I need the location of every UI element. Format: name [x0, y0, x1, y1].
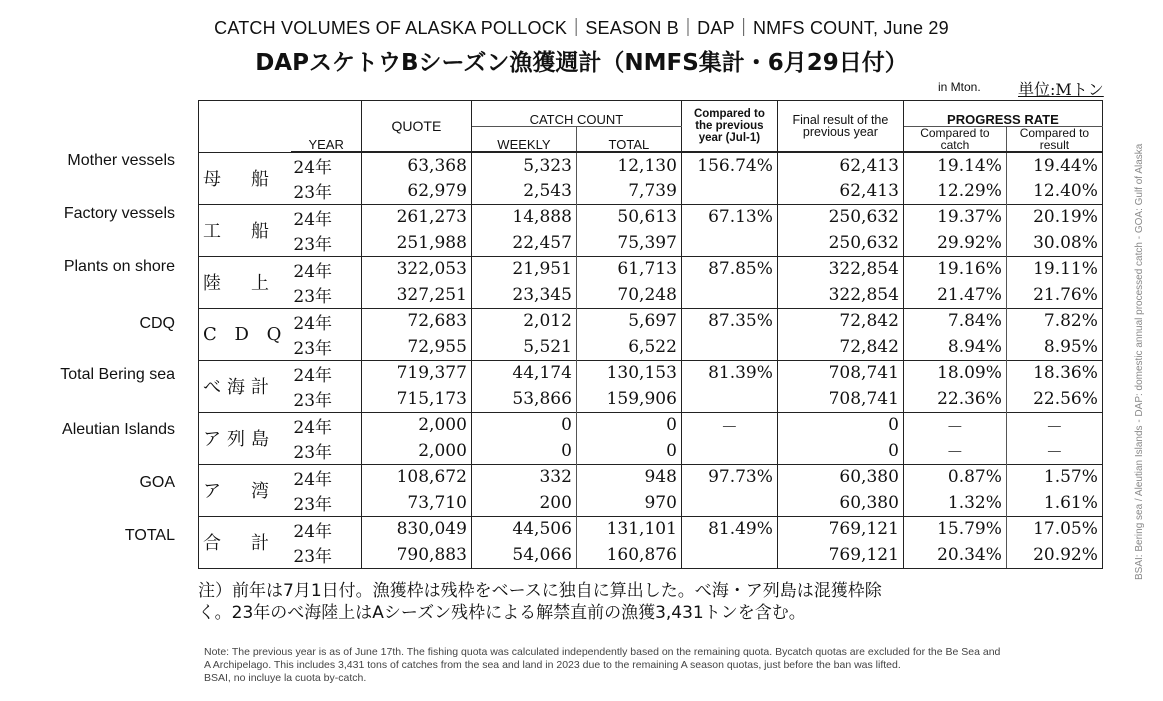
- table-row: [199, 308, 1103, 334]
- cell-rate-catch: 8.94%: [903, 334, 1006, 360]
- header-total: TOTAL: [576, 127, 681, 153]
- cell-compared-previous: －: [681, 412, 777, 438]
- cell-total: 948: [576, 464, 681, 490]
- cell-quote: 63,368: [361, 152, 471, 178]
- cell-weekly: 200: [471, 490, 576, 516]
- cell-compared-previous: 87.35%: [681, 308, 777, 334]
- cell-rate-catch: 20.34%: [903, 542, 1006, 568]
- cell-quote: 251,988: [361, 230, 471, 256]
- side-label-aleutian-islands: Aleutian Islands: [62, 421, 175, 438]
- cell-rate-catch: 0.87%: [903, 464, 1006, 490]
- side-label-factory-vessels: Factory vessels: [63, 205, 175, 222]
- cell-final-result: 60,380: [777, 464, 903, 490]
- cell-final-result: 62,413: [777, 152, 903, 178]
- cell-rate-result: 1.57%: [1006, 464, 1102, 490]
- cell-rate-catch: 19.16%: [903, 256, 1006, 282]
- table-row: [199, 230, 1103, 256]
- cell-category: C D Q: [199, 308, 292, 360]
- cell-quote: 830,049: [361, 516, 471, 542]
- cell-final-result: 62,413: [777, 178, 903, 204]
- header-compared-catch: Compared to catch: [903, 127, 1006, 153]
- vertical-side-note: [1132, 100, 1150, 580]
- header-progress-rate: PROGRESS RATE: [903, 101, 1102, 127]
- header-year: YEAR: [291, 101, 361, 153]
- cell-final-result: 250,632: [777, 230, 903, 256]
- cell-final-result: 322,854: [777, 256, 903, 282]
- cell-quote: 327,251: [361, 282, 471, 308]
- cell-rate-catch: －: [903, 412, 1006, 438]
- cell-category: 工 船: [199, 204, 292, 256]
- table-row: [199, 152, 1103, 178]
- cell-total: 6,522: [576, 334, 681, 360]
- cell-weekly: 2,012: [471, 308, 576, 334]
- cell-final-result: 708,741: [777, 386, 903, 412]
- table-row: [199, 412, 1103, 438]
- cell-category: 陸 上: [199, 256, 292, 308]
- cell-total: 131,101: [576, 516, 681, 542]
- cell-final-result: 0: [777, 438, 903, 464]
- table-row: [199, 204, 1103, 230]
- cell-total: 130,153: [576, 360, 681, 386]
- table-row: [199, 542, 1103, 568]
- cell-year: 24年: [291, 516, 361, 542]
- cell-rate-result: 18.36%: [1006, 360, 1102, 386]
- cell-rate-result: 12.40%: [1006, 178, 1102, 204]
- cell-compared-previous: [681, 386, 777, 412]
- table-row: [199, 334, 1103, 360]
- side-label-total: TOTAL: [124, 527, 175, 544]
- cell-compared-previous: [681, 178, 777, 204]
- cell-compared-previous: [681, 334, 777, 360]
- cell-weekly: 44,506: [471, 516, 576, 542]
- cell-rate-catch: 1.32%: [903, 490, 1006, 516]
- table-row: [199, 360, 1103, 386]
- cell-year: 23年: [291, 282, 361, 308]
- cell-year: 23年: [291, 542, 361, 568]
- cell-rate-result: 19.11%: [1006, 256, 1102, 282]
- cell-final-result: 769,121: [777, 542, 903, 568]
- cell-rate-result: －: [1006, 412, 1102, 438]
- cell-year: 23年: [291, 438, 361, 464]
- header-final-result: Final result of the previous year: [777, 101, 903, 153]
- cell-rate-catch: 18.09%: [903, 360, 1006, 386]
- cell-total: 70,248: [576, 282, 681, 308]
- cell-compared-previous: 81.49%: [681, 516, 777, 542]
- cell-final-result: 72,842: [777, 308, 903, 334]
- cell-category: 母 船: [199, 152, 292, 204]
- cell-rate-result: 8.95%: [1006, 334, 1102, 360]
- cell-final-result: 250,632: [777, 204, 903, 230]
- cell-rate-result: 20.19%: [1006, 204, 1102, 230]
- cell-compared-previous: 156.74%: [681, 152, 777, 178]
- english-note-line-2: A Archipelago. This includes 3,431 tons of catches from the sea and land in 2023 due to the remaining A season quotas, just before the ban was lifted.: [204, 659, 901, 671]
- cell-final-result: 708,741: [777, 360, 903, 386]
- cell-total: 50,613: [576, 204, 681, 230]
- cell-compared-previous: [681, 490, 777, 516]
- vertical-side-note-text: BSAI: Bering sea / Aleutian Islands - DAP: domestic annual processed catch - GOA: Gulf of Alaska: [1134, 143, 1145, 580]
- cell-weekly: 44,174: [471, 360, 576, 386]
- header-quote: QUOTE: [361, 101, 471, 153]
- japanese-note-line-2: く。23年のべ海陸上はAシーズン残枠による解禁直前の漁獲3,431トンを含む。: [198, 603, 806, 623]
- cell-compared-previous: 87.85%: [681, 256, 777, 282]
- cell-rate-catch: 29.92%: [903, 230, 1006, 256]
- cell-total: 159,906: [576, 386, 681, 412]
- cell-weekly: 0: [471, 412, 576, 438]
- cell-rate-result: 19.44%: [1006, 152, 1102, 178]
- cell-quote: 2,000: [361, 412, 471, 438]
- cell-quote: 62,979: [361, 178, 471, 204]
- english-note-line-3: BSAI, no incluye la cuota by-catch.: [204, 672, 367, 684]
- cell-compared-previous: 67.13%: [681, 204, 777, 230]
- cell-total: 970: [576, 490, 681, 516]
- table-row: [199, 464, 1103, 490]
- cell-rate-catch: 21.47%: [903, 282, 1006, 308]
- cell-rate-catch: 12.29%: [903, 178, 1006, 204]
- side-label-mother-vessels: Mother vessels: [67, 152, 175, 169]
- cell-year: 23年: [291, 490, 361, 516]
- cell-rate-result: 22.56%: [1006, 386, 1102, 412]
- table-row: [199, 282, 1103, 308]
- cell-rate-catch: 7.84%: [903, 308, 1006, 334]
- english-note-line-1: Note: The previous year is as of June 17th. The fishing quota was calculated independently based on the remaining quota. Bycatch quotas are excluded for the Be Sea and: [204, 646, 1001, 658]
- table-row: [199, 386, 1103, 412]
- cell-total: 0: [576, 412, 681, 438]
- english-note: [204, 646, 1144, 685]
- cell-category: ア列島: [199, 412, 292, 464]
- unit-label-en: in Mton.: [938, 80, 981, 94]
- cell-quote: 108,672: [361, 464, 471, 490]
- cell-rate-result: 7.82%: [1006, 308, 1102, 334]
- cell-year: 24年: [291, 152, 361, 178]
- cell-final-result: 60,380: [777, 490, 903, 516]
- table-row: [199, 516, 1103, 542]
- cell-total: 7,739: [576, 178, 681, 204]
- cell-weekly: 5,323: [471, 152, 576, 178]
- cell-rate-catch: －: [903, 438, 1006, 464]
- cell-compared-previous: 81.39%: [681, 360, 777, 386]
- cell-compared-previous: 97.73%: [681, 464, 777, 490]
- cell-total: 5,697: [576, 308, 681, 334]
- cell-rate-result: 30.08%: [1006, 230, 1102, 256]
- cell-year: 23年: [291, 178, 361, 204]
- header-compared-result: Compared to result: [1006, 127, 1102, 153]
- cell-weekly: 21,951: [471, 256, 576, 282]
- cell-quote: 322,053: [361, 256, 471, 282]
- cell-rate-result: 1.61%: [1006, 490, 1102, 516]
- cell-weekly: 53,866: [471, 386, 576, 412]
- cell-total: 75,397: [576, 230, 681, 256]
- cell-rate-catch: 19.14%: [903, 152, 1006, 178]
- cell-weekly: 22,457: [471, 230, 576, 256]
- side-label-total-bering-sea: Total Bering sea: [60, 366, 175, 383]
- header-weekly: WEEKLY: [471, 127, 576, 153]
- cell-category: べ海計: [199, 360, 292, 412]
- header-catch-count: CATCH COUNT: [471, 101, 681, 127]
- cell-final-result: 0: [777, 412, 903, 438]
- cell-quote: 73,710: [361, 490, 471, 516]
- cell-total: 12,130: [576, 152, 681, 178]
- table-row: [199, 178, 1103, 204]
- cell-quote: 715,173: [361, 386, 471, 412]
- side-label-plants-on-shore: Plants on shore: [63, 258, 175, 275]
- cell-final-result: 322,854: [777, 282, 903, 308]
- cell-total: 0: [576, 438, 681, 464]
- cell-quote: 72,955: [361, 334, 471, 360]
- cell-weekly: 23,345: [471, 282, 576, 308]
- cell-final-result: 769,121: [777, 516, 903, 542]
- cell-rate-catch: 15.79%: [903, 516, 1006, 542]
- cell-rate-result: 21.76%: [1006, 282, 1102, 308]
- cell-weekly: 2,543: [471, 178, 576, 204]
- cell-rate-result: 17.05%: [1006, 516, 1102, 542]
- side-label-goa: GOA: [139, 474, 175, 491]
- table-row: [199, 438, 1103, 464]
- cell-compared-previous: [681, 230, 777, 256]
- japanese-title: DAPスケトウBシーズン漁獲週計（NMFS集計・6月29日付）: [255, 50, 908, 76]
- cell-year: 24年: [291, 256, 361, 282]
- cell-category: 合 計: [199, 516, 292, 568]
- cell-weekly: 5,521: [471, 334, 576, 360]
- cell-year: 24年: [291, 412, 361, 438]
- cell-weekly: 332: [471, 464, 576, 490]
- cell-compared-previous: [681, 438, 777, 464]
- cell-quote: 2,000: [361, 438, 471, 464]
- cell-year: 24年: [291, 464, 361, 490]
- japanese-note: [198, 580, 1158, 624]
- table-row: [199, 490, 1103, 516]
- cell-year: 23年: [291, 386, 361, 412]
- header-compared-previous: Compared to the previous year (Jul-1): [681, 101, 777, 153]
- cell-final-result: 72,842: [777, 334, 903, 360]
- cell-rate-result: －: [1006, 438, 1102, 464]
- cell-weekly: 0: [471, 438, 576, 464]
- cell-weekly: 14,888: [471, 204, 576, 230]
- table-row: [199, 256, 1103, 282]
- side-label-cdq: CDQ: [139, 315, 175, 332]
- catch-table: [198, 100, 1103, 569]
- cell-rate-catch: 19.37%: [903, 204, 1006, 230]
- cell-year: 24年: [291, 360, 361, 386]
- header-category: [199, 101, 292, 153]
- japanese-note-line-1: 注）前年は7月1日付。漁獲枠は残枠をベースに独自に算出した。べ海・ア列島は混獲枠除: [198, 581, 882, 601]
- unit-label-jp: 単位:Mトン: [1018, 80, 1104, 99]
- cell-compared-previous: [681, 542, 777, 568]
- cell-year: 23年: [291, 334, 361, 360]
- cell-weekly: 54,066: [471, 542, 576, 568]
- cell-year: 24年: [291, 204, 361, 230]
- cell-quote: 790,883: [361, 542, 471, 568]
- cell-rate-result: 20.92%: [1006, 542, 1102, 568]
- page-title: CATCH VOLUMES OF ALASKA POLLOCK｜SEASON B｜DAP｜NMFS COUNT, June 29: [214, 18, 949, 38]
- cell-category: ア 湾: [199, 464, 292, 516]
- cell-year: 23年: [291, 230, 361, 256]
- cell-quote: 719,377: [361, 360, 471, 386]
- cell-total: 160,876: [576, 542, 681, 568]
- cell-year: 24年: [291, 308, 361, 334]
- cell-quote: 261,273: [361, 204, 471, 230]
- cell-rate-catch: 22.36%: [903, 386, 1006, 412]
- cell-compared-previous: [681, 282, 777, 308]
- cell-quote: 72,683: [361, 308, 471, 334]
- cell-total: 61,713: [576, 256, 681, 282]
